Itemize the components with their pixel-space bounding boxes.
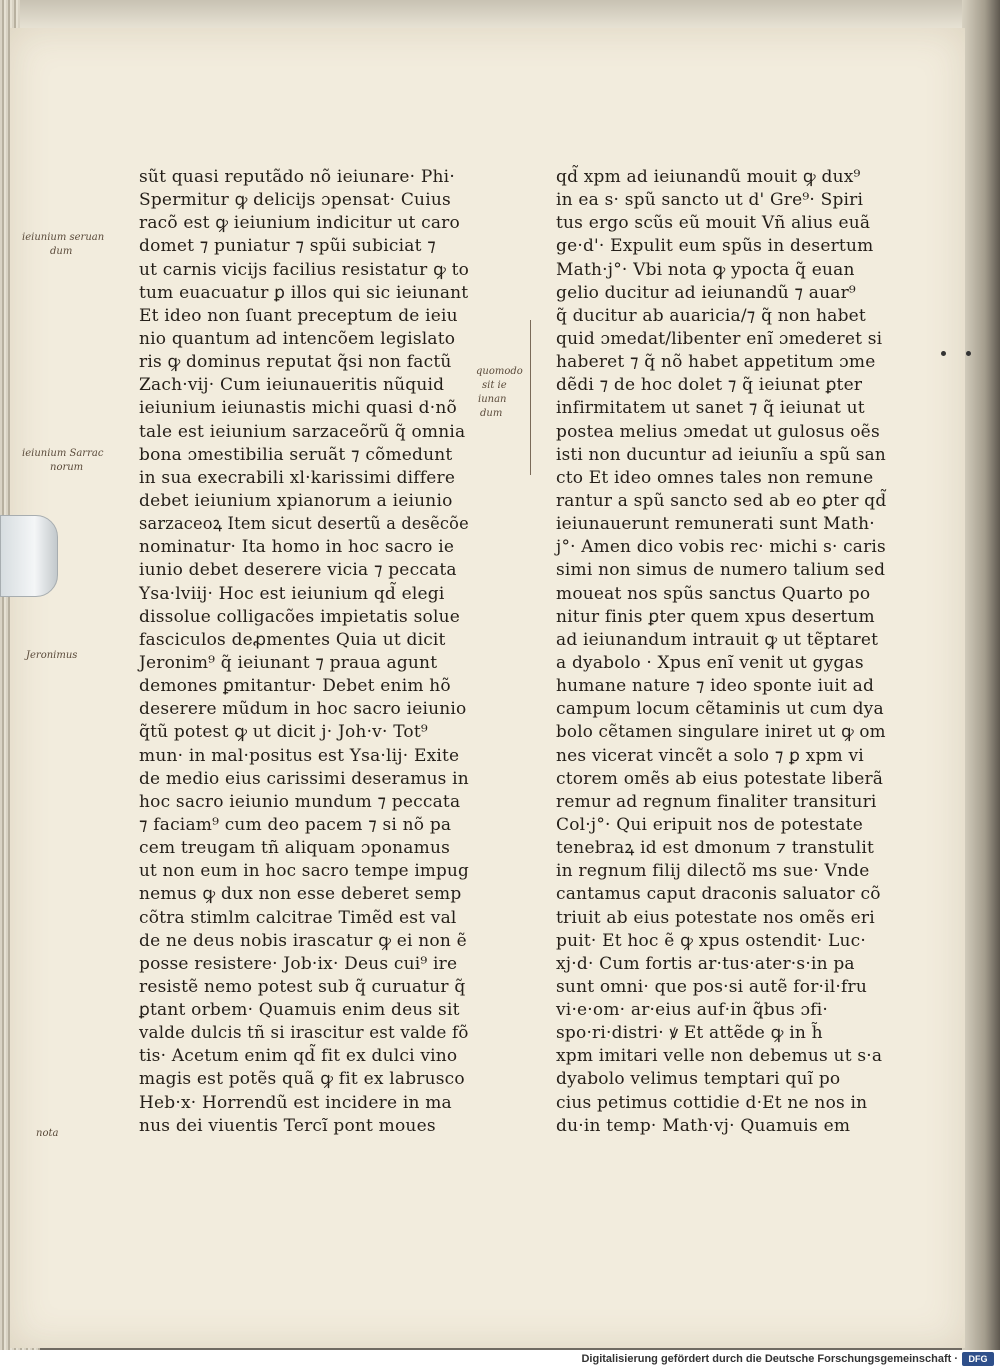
text-line: haberet ⁊ q̃ nõ habet appetitum ɔme	[556, 352, 876, 373]
text-line: puit· Et hoc ẽ ꝙ xpus ostendit· Luc·	[556, 930, 866, 951]
text-line: a dyabolo · Xpus enĩ venit ut gygas	[556, 652, 864, 673]
marginal-note: ieiunium Sarrac	[22, 448, 104, 459]
text-line: Jeronim⁹ q̃ ieiunant ⁊ praua agunt	[139, 652, 438, 673]
text-line: sarzaceoꝝ Item sicut desertũ a desẽcõe	[139, 514, 469, 535]
text-line: ꝑtant orbem· Quamuis enim deus sit	[139, 1000, 460, 1021]
marginal-note: nota	[36, 1128, 59, 1139]
marginal-note: dum	[480, 408, 503, 419]
text-line: in sua execrabili xl·karissimi differe	[139, 467, 456, 488]
text-line: de ne deus nobis irascatur ꝙ ei non ẽ	[139, 930, 467, 951]
text-line: infirmitatem ut sanet ⁊ q̃ ieiunat ut	[556, 398, 865, 419]
marginal-note: quomodo	[476, 366, 523, 377]
text-line: bona ɔmestibilia seruãt ⁊ cõmedunt	[139, 444, 453, 465]
text-line: nitur finis ꝑter quem xpus desertum	[556, 606, 875, 627]
text-column-left	[139, 166, 469, 1138]
text-line: Col·j°· Qui eripuit nos de potestate	[556, 814, 863, 835]
footer-credit: Digitalisierung gefördert durch die Deutsche Forschungsgemeinschaft ·	[581, 1353, 958, 1365]
text-line: j°· Amen dico vobis rec· michi s· caris	[556, 537, 886, 558]
text-line: isti non ducuntur ad ieiunĩu a spũ san	[556, 444, 886, 465]
text-line: qd̃ xpm ad ieiunandũ mouit ꝙ dux⁹	[556, 167, 861, 187]
marginal-note: sit ie	[482, 380, 507, 391]
text-line: Heb·x· Horrendũ est incidere in ma	[139, 1092, 452, 1113]
text-line: ge·d'· Expulit eum spũs in desertum	[556, 236, 874, 257]
marginal-note: iunan	[478, 394, 507, 405]
text-line: ris ꝙ dominus reputat q̃si non factũ	[139, 352, 452, 373]
text-line: debet ieiunium xpianorum a ieiunio	[139, 490, 453, 511]
text-line: magis est potẽs quã ꝙ fit ex labrusco	[139, 1069, 465, 1090]
text-line: tum euacuatur ꝑ illos qui sic ieiunant	[139, 282, 469, 303]
text-line: dẽdi ⁊ de hoc dolet ⁊ q̃ ieiunat ꝑter	[556, 375, 863, 396]
text-line: Spermitur ꝙ delicijs ɔpensat· Cuius	[139, 190, 451, 211]
text-line: simi non simus de numero talium sed	[556, 560, 886, 581]
text-line: domet ⁊ puniatur ⁊ spũi subiciat ⁊	[139, 236, 436, 257]
dfg-logo: DFG	[962, 1352, 994, 1366]
marginal-note: dum	[50, 246, 73, 257]
text-line: demones ꝑmitantur· Debet enim hõ	[139, 676, 451, 697]
text-line: dyabolo velimus temptari quĩ po	[556, 1069, 841, 1090]
text-line: tale est ieiunium sarzaceõrũ q̃ omnia	[139, 421, 466, 442]
text-line: rantur a spũ sancto sed ab eo ꝑter qd̃	[556, 490, 887, 511]
text-line: nes vicerat vincẽt a solo ⁊ ꝑ xpm vi	[556, 745, 864, 766]
text-line: deserere mũdum in hoc sacro ieiunio	[139, 699, 467, 720]
text-line: valde dulcis tñ si irascitur est valde fõ	[139, 1023, 469, 1044]
text-line: racõ est ꝙ ieiunium indicitur ut caro	[139, 213, 460, 234]
text-line: nominatur· Ita homo in hoc sacro ie	[139, 537, 455, 558]
marginal-note: Jeronimus	[26, 650, 78, 661]
text-column-right	[556, 166, 886, 1138]
text-line: spo·ri·distri· ꝟ Et attẽde ꝙ in h̃	[556, 1023, 823, 1044]
text-line: nio quantum ad intencõem legislato	[139, 328, 456, 349]
text-line: dissolue colligacões impietatis solue	[139, 606, 460, 627]
marginal-note: ieiunium seruan	[22, 232, 105, 243]
text-line: vi·e·om· ar·eius auf·in q̃bus ɔfi·	[556, 1000, 828, 1021]
text-line: nus dei viuentis Tercĩ pont moues	[139, 1115, 436, 1136]
text-line: quid ɔmedat/libenter enĩ ɔmederet si	[556, 328, 883, 349]
text-line: xpm imitari velle non debemus ut s·a	[556, 1046, 883, 1067]
text-line: gelio ducitur ad ieiunandũ ⁊ auar⁹	[556, 282, 856, 303]
text-line: iunio debet deserere vicia ⁊ peccata	[139, 560, 457, 581]
text-line: cius petimus cottidie d·Et ne nos in	[556, 1092, 868, 1113]
ink-dot	[941, 351, 946, 356]
text-line: ut non eum in hoc sacro tempe impug	[139, 861, 469, 882]
text-line: fasciculos deꝓmentes Quia ut dicit	[139, 629, 446, 650]
text-line: in regnum filij dilectõ ms sue· Vnde	[556, 861, 870, 882]
text-line: ieiunauerunt remunerati sunt Math·	[556, 514, 875, 535]
text-line: tenebraꝝ id est dmonum ⁊ transtulit	[556, 838, 875, 859]
text-line: bolo cẽtamen singulare iniret ut ꝙ om	[556, 722, 886, 743]
text-line: triuit ab eius potestate nos omẽs eri	[556, 907, 875, 928]
text-line: postea melius ɔmedat ut gulosus oẽs	[556, 421, 880, 442]
text-line: tis· Acetum enim qd̃ fit ex dulci vino	[139, 1046, 458, 1067]
text-line: ieiunium ieiunastis michi quasi d·nõ	[139, 398, 457, 419]
text-line: cem treugam tñ aliquam ɔponamus	[139, 838, 451, 859]
text-line: du·in temp· Math·vj· Quamuis em	[556, 1115, 851, 1136]
text-line: hoc sacro ieiunio mundum ⁊ peccata	[139, 791, 461, 812]
text-line: in ea s· spũ sancto ut d' Gre⁹· Spiri	[556, 190, 864, 211]
text-line: tus ergo scũs eũ mouit Vñ alius euã	[556, 213, 871, 234]
text-line: remur ad regnum finaliter transituri	[556, 791, 877, 812]
text-line: sũt quasi reputãdo nõ ieiunare· Phi·	[139, 167, 455, 187]
text-line: moueat nos spũs sanctus Quarto po	[556, 583, 871, 604]
text-line: nemus ꝙ dux non esse deberet semp	[139, 884, 462, 905]
text-line: mun· in mal·positus est Ysa·lij· Exite	[139, 745, 460, 766]
text-line: Zach·vij· Cum ieiunaueritis nũquid	[139, 375, 445, 396]
text-line: sunt omni· que pos·si autẽ for·il·fru	[556, 976, 867, 997]
text-line: cantamus caput draconis saluator cõ	[556, 884, 881, 905]
text-line: resistẽ nemo potest sub q̃ curuatur q̃	[139, 976, 466, 997]
page-clip	[0, 515, 58, 597]
marginal-note: norum	[50, 462, 84, 473]
marginal-bracket	[530, 320, 531, 475]
text-line: xj·d· Cum fortis ar·tus·ater·s·in pa	[556, 953, 855, 974]
text-line: q̃tũ potest ꝙ ut dicit j· Joh·v· Tot⁹	[139, 722, 428, 743]
text-line: campum locum cẽtaminis ut cum dya	[556, 699, 884, 720]
text-line: Math·j°· Vbi nota ꝙ ypocta q̃ euan	[556, 259, 855, 280]
text-line: Et ideo non ſuant preceptum de ieiu	[139, 305, 458, 326]
text-line: ⁊ faciam⁹ cum deo pacem ⁊ si nõ pa	[139, 814, 452, 835]
text-line: de medio eius carissimi deseramus in	[139, 768, 469, 789]
text-line: ctorem omẽs ab eius potestate liberã	[556, 768, 884, 789]
text-line: q̃ ducitur ab auaricia/⁊ q̃ non habet	[556, 305, 866, 326]
page-edge-right	[962, 0, 1000, 1350]
ink-dot	[966, 351, 971, 356]
text-line: cto Et ideo omnes tales non remune	[556, 467, 874, 488]
page-edge-top	[20, 0, 980, 30]
text-line: ad ieiunandum intrauit ꝙ ut tẽptaret	[556, 629, 879, 650]
text-line: ut carnis vicijs facilius resistatur ꝙ to	[139, 259, 470, 280]
text-line: cõtra stimlm calcitrae Timẽd est val	[139, 907, 457, 928]
text-line: posse resistere· Job·ix· Deus cui⁹ ire	[139, 953, 458, 974]
footer-bar	[0, 1350, 1000, 1370]
text-line: humane nature ⁊ ideo sponte iuit ad	[556, 676, 875, 697]
text-line: Ysa·lviij· Hoc est ieiunium qd̃ elegi	[139, 583, 445, 604]
